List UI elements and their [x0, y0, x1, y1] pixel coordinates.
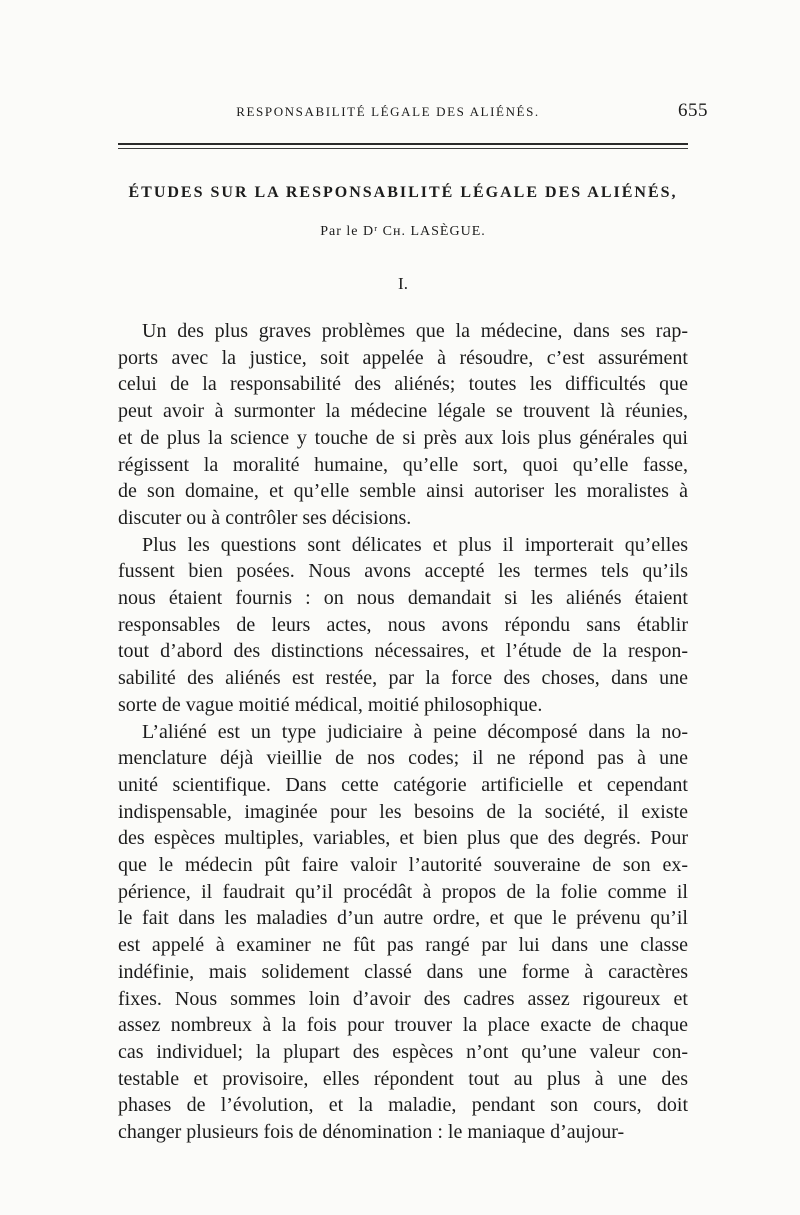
- text-line: est appelé à examiner ne fût pas rangé par lui dans une classe: [118, 934, 688, 957]
- text-line: peut avoir à surmonter la médecine légale se trouvent là réunies,: [118, 400, 688, 423]
- page-number: 655: [678, 100, 708, 121]
- text-line: fixes. Nous sommes loin d’avoir des cadres assez rigoureux et: [118, 987, 688, 1010]
- running-title: RESPONSABILITÉ LÉGALE DES ALIÉNÉS.: [236, 104, 540, 119]
- text-line: changer plusieurs fois de dénomination : le maniaque d’aujour-: [118, 1121, 625, 1144]
- text-line: celui de la responsabilité des aliénés; toutes les difficultés que: [118, 373, 688, 396]
- text-line: fussent bien posées. Nous avons accepté les termes tels qu’ils: [118, 560, 688, 583]
- header-rule-thin: [118, 148, 688, 149]
- author-byline: Par le Dʳ Cʜ. LASÈGUE.: [320, 224, 486, 239]
- section-number: I.: [398, 274, 408, 293]
- text-line: phases de l’évolution, et la maladie, pendant son cours, doit: [118, 1094, 688, 1117]
- text-line: L’aliéné est un type judiciaire à peine décomposé dans la no-: [142, 720, 688, 743]
- text-line: cas individuel; la plupart des espèces n’ont qu’une valeur con-: [118, 1040, 688, 1063]
- article-title: ÉTUDES SUR LA RESPONSABILITÉ LÉGALE DES ALIÉNÉS,: [128, 184, 678, 201]
- text-line: unité scientifique. Dans cette catégorie artificielle et cependant: [118, 773, 688, 796]
- text-line: périence, il faudrait qu’il procédât à propos de la folie comme il: [118, 880, 688, 903]
- running-head: [118, 100, 708, 124]
- text-line: sabilité des aliénés est restée, par la force des choses, dans une: [118, 667, 688, 690]
- text-line: tout d’abord des distinctions nécessaires, et l’étude de la respon-: [118, 640, 688, 663]
- text-line: que le médecin pût faire valoir l’autorité souveraine de son ex-: [118, 854, 688, 877]
- text-line: régissent la moralité humaine, qu’elle sort, quoi qu’elle fasse,: [118, 453, 688, 476]
- text-line: sorte de vague moitié médical, moitié philosophique.: [118, 693, 543, 716]
- text-line: menclature déjà vieillie de nos codes; il ne répond pas à une: [118, 747, 688, 770]
- text-line: Un des plus graves problèmes que la médecine, dans ses rap-: [142, 320, 688, 342]
- text-line: Plus les questions sont délicates et plus il importerait qu’elles: [142, 533, 688, 556]
- text-line: le fait dans les maladies d’un autre ordre, et que le prévenu qu’il: [118, 907, 688, 930]
- text-line: assez nombreux à la fois pour trouver la place exacte de chaque: [118, 1014, 688, 1037]
- text-line: indispensable, imaginée pour les besoins de la société, il existe: [118, 800, 688, 823]
- text-line: indéfinie, mais solidement classé dans une forme à caractères: [118, 960, 688, 983]
- body-text: [118, 318, 688, 1146]
- header-rule: [118, 143, 688, 145]
- text-line: nous étaient fournis : on nous demandait si les aliénés étaient: [118, 587, 688, 610]
- paragraph: [118, 532, 688, 719]
- text-line: testable et provisoire, elles répondent tout au plus à une des: [118, 1067, 688, 1090]
- text-line: ports avec la justice, soit appelée à résoudre, c’est assurément: [118, 346, 688, 369]
- text-line: discuter ou à contrôler ses décisions.: [118, 506, 412, 529]
- paragraph: [118, 318, 688, 532]
- paragraph: [118, 719, 688, 1146]
- text-line: de son domaine, et qu’elle semble ainsi autoriser les moralistes à: [118, 480, 688, 503]
- text-line: et de plus la science y touche de si près aux lois plus générales qui: [118, 426, 688, 449]
- text-line: des espèces multiples, variables, et bien plus que des degrés. Pour: [118, 827, 688, 850]
- text-line: responsables de leurs actes, nous avons répondu sans établir: [118, 613, 688, 636]
